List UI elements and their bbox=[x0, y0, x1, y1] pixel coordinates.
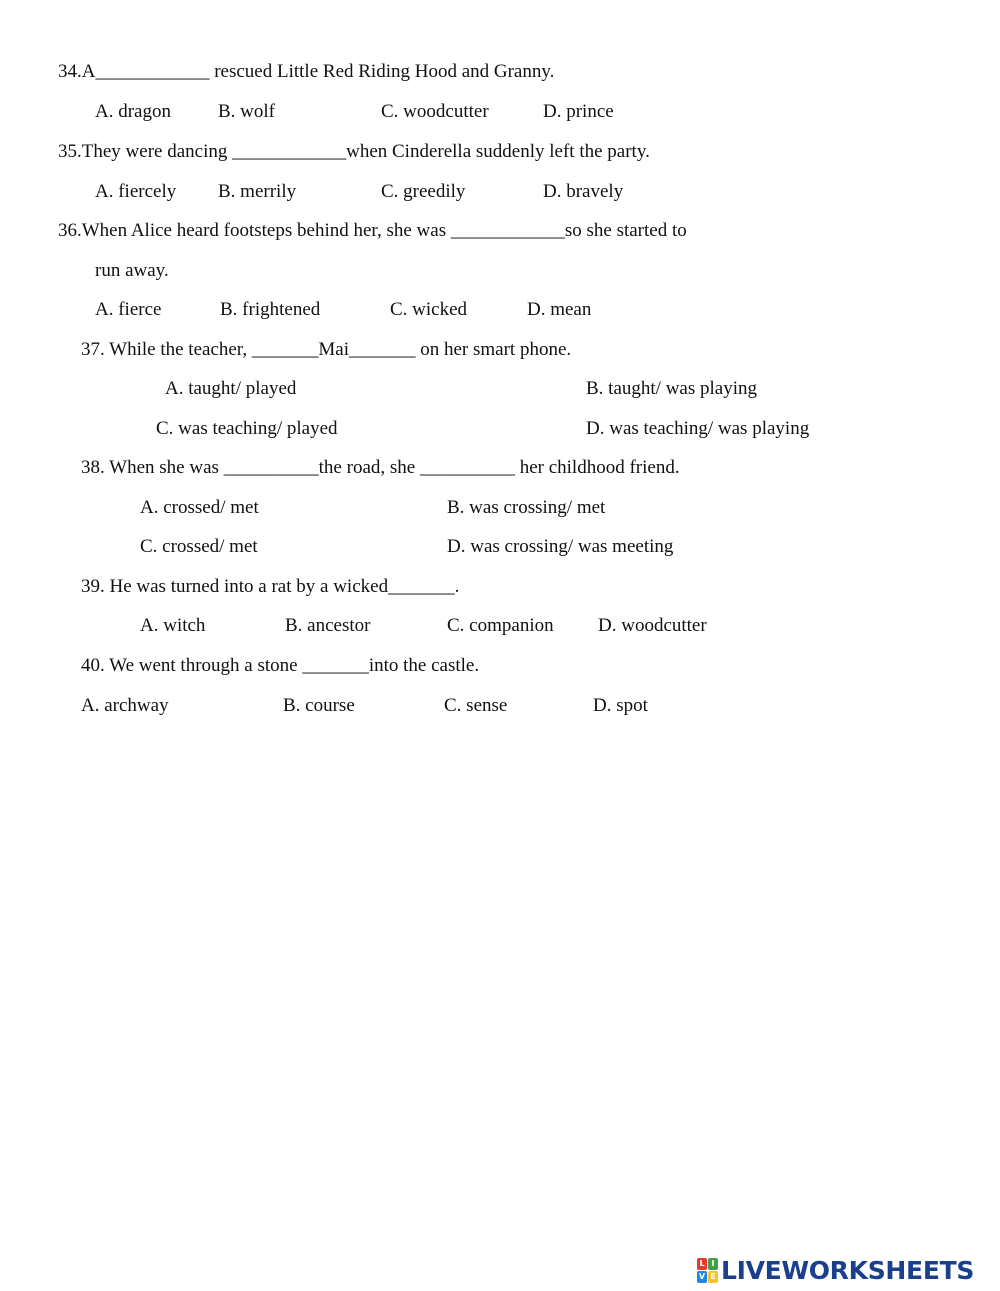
q38-option-d[interactable]: D. was crossing/ was meeting bbox=[447, 536, 674, 557]
q34-option-c[interactable]: C. woodcutter bbox=[381, 101, 489, 122]
q40-option-c[interactable]: C. sense bbox=[444, 695, 508, 716]
q38-option-a[interactable]: A. crossed/ met bbox=[140, 497, 259, 518]
question-39-stem: 39. He was turned into a rat by a wicked_______. bbox=[81, 576, 460, 597]
q36-option-b[interactable]: B. frightened bbox=[220, 299, 321, 320]
liveworksheets-wordmark: LIVEWORKSHEETS bbox=[721, 1255, 975, 1285]
q34-option-a[interactable]: A. dragon bbox=[95, 101, 171, 122]
q37-option-b[interactable]: B. taught/ was playing bbox=[586, 378, 757, 399]
logo-block-i: I bbox=[708, 1258, 718, 1270]
q35-option-b[interactable]: B. merrily bbox=[218, 181, 297, 202]
question-37-stem: 37. While the teacher, _______Mai_______ on her smart phone. bbox=[81, 339, 572, 360]
q34-option-b[interactable]: B. wolf bbox=[218, 101, 275, 122]
q39-option-d[interactable]: D. woodcutter bbox=[598, 615, 707, 636]
q37-option-d[interactable]: D. was teaching/ was playing bbox=[586, 418, 810, 439]
question-34-stem: 34.A____________ rescued Little Red Riding Hood and Granny. bbox=[58, 61, 555, 82]
q38-option-b[interactable]: B. was crossing/ met bbox=[447, 497, 606, 518]
question-35-stem: 35.They were dancing ____________when Cinderella suddenly left the party. bbox=[58, 141, 650, 162]
logo-block-l: L bbox=[697, 1258, 707, 1270]
liveworksheets-logo-icon bbox=[697, 1258, 718, 1283]
q36-option-a[interactable]: A. fierce bbox=[95, 299, 162, 320]
logo-block-v: V bbox=[698, 1271, 706, 1281]
q37-option-c[interactable]: C. was teaching/ played bbox=[156, 418, 338, 439]
q40-option-a[interactable]: A. archway bbox=[81, 695, 169, 716]
q34-option-d[interactable]: D. prince bbox=[543, 101, 614, 122]
q38-option-c[interactable]: C. crossed/ met bbox=[140, 536, 258, 557]
q35-option-c[interactable]: C. greedily bbox=[381, 181, 466, 202]
q40-option-d[interactable]: D. spot bbox=[593, 695, 648, 716]
q35-option-a[interactable]: A. fiercely bbox=[95, 181, 177, 202]
q36-option-d[interactable]: D. mean bbox=[527, 299, 592, 320]
q36-option-c[interactable]: C. wicked bbox=[390, 299, 468, 320]
question-36-stem-continued: run away. bbox=[95, 260, 169, 281]
q39-option-b[interactable]: B. ancestor bbox=[285, 615, 371, 636]
logo-block-e: E bbox=[708, 1271, 718, 1283]
question-40-stem: 40. We went through a stone _______into the castle. bbox=[81, 655, 480, 676]
question-36-stem: 36.When Alice heard footsteps behind her, she was ____________so she started to bbox=[58, 220, 687, 241]
q37-option-a[interactable]: A. taught/ played bbox=[165, 378, 297, 399]
q40-option-b[interactable]: B. course bbox=[283, 695, 355, 716]
q39-option-c[interactable]: C. companion bbox=[447, 615, 554, 636]
q35-option-d[interactable]: D. bravely bbox=[543, 181, 624, 202]
liveworksheets-watermark bbox=[697, 1256, 974, 1284]
question-38-stem: 38. When she was __________the road, she __________ her childhood friend. bbox=[81, 457, 680, 478]
q39-option-a[interactable]: A. witch bbox=[140, 615, 206, 636]
